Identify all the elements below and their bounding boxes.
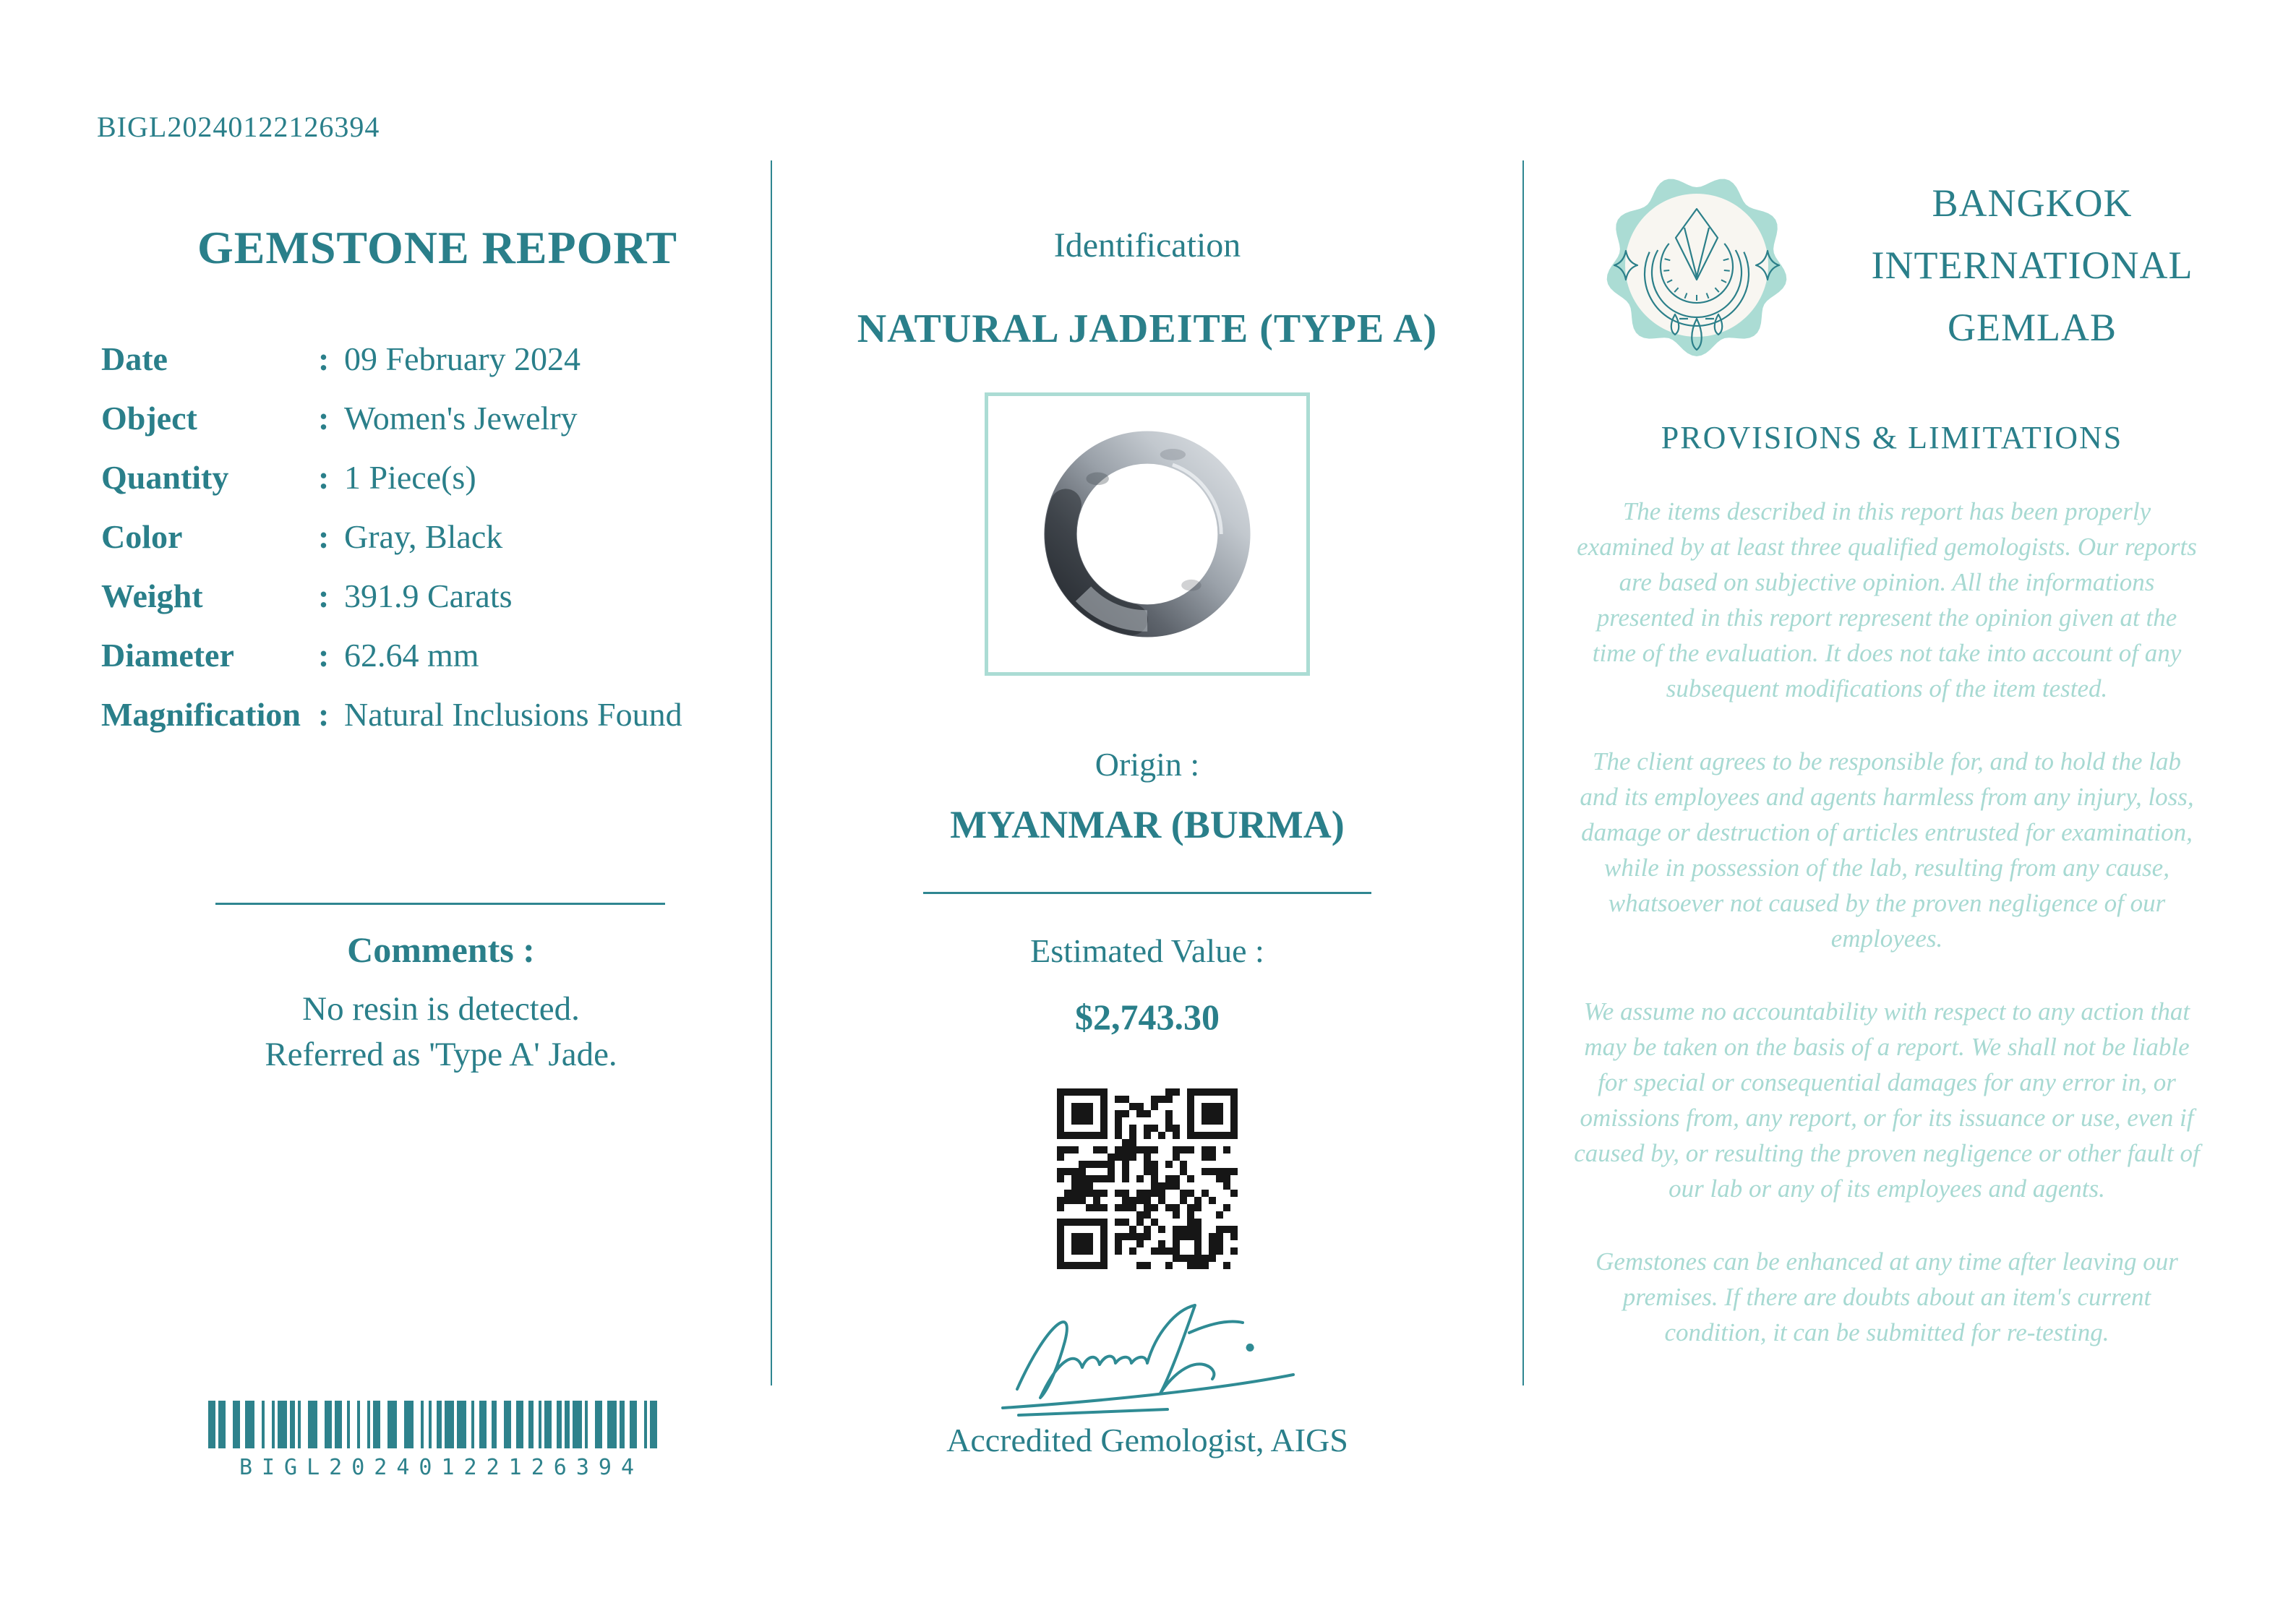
identification-section bbox=[771, 0, 1523, 1459]
field-value: Natural Inclusions Found bbox=[344, 696, 682, 733]
origin-label: Origin : bbox=[1095, 746, 1200, 783]
signature-strokes bbox=[974, 1281, 1321, 1418]
jade-bangle-image bbox=[1003, 408, 1292, 661]
field-row-date bbox=[101, 340, 752, 399]
comment-line: No resin is detected. bbox=[302, 990, 580, 1028]
gemlab-logo-icon bbox=[1604, 173, 1789, 358]
field-label: Weight bbox=[101, 577, 203, 614]
field-value: 62.64 mm bbox=[344, 637, 479, 674]
qr-code bbox=[1057, 1088, 1238, 1269]
lab-name-line: GEMLAB bbox=[1948, 306, 2117, 349]
comment-line: Referred as 'Type A' Jade. bbox=[265, 1036, 617, 1073]
lab-header bbox=[1523, 172, 2296, 358]
qr-code-image bbox=[1057, 1088, 1238, 1269]
field-label: Date bbox=[101, 340, 168, 377]
provisions-text bbox=[1572, 494, 2201, 1350]
barcode bbox=[208, 1401, 665, 1480]
provision-paragraph: The items described in this report has been properly examined by at least three qualified gemologists. Our reports are based on subjective opinion. All the informations presented in this report represent the opinion given at the time of the evaluation. It does not take into account of any subsequent modifications of the item tested. bbox=[1577, 497, 2197, 703]
field-row-object bbox=[101, 399, 752, 458]
field-label: Quantity bbox=[101, 459, 229, 496]
provision-paragraph: We assume no accountability with respect to any action that may be taken on the basis of a report. We shall not be liable for special or consequential damages for any error in, or omissions from, any report, or for its issuance or use, even if caused by, or resulting the proven negligence or other fault of our lab or any of its employees and agents. bbox=[1574, 997, 2200, 1203]
comments-title: Comments : bbox=[347, 929, 535, 970]
barcode-text: BIGL20240122126394 bbox=[239, 1455, 644, 1480]
field-value: 1 Piece(s) bbox=[344, 459, 476, 496]
field-colon: : bbox=[318, 637, 330, 674]
field-label: Diameter bbox=[101, 637, 234, 674]
field-colon: : bbox=[318, 400, 330, 437]
barcode-bars bbox=[208, 1401, 665, 1448]
field-row-color bbox=[101, 517, 752, 577]
field-label: Object bbox=[101, 400, 197, 437]
identification-title: Identification bbox=[1053, 226, 1241, 265]
provisions-title: PROVISIONS & LIMITATIONS bbox=[1661, 420, 2123, 455]
field-label: Magnification bbox=[101, 696, 301, 733]
identification-result: NATURAL JADEITE (TYPE A) bbox=[857, 306, 1438, 351]
report-title: GEMSTONE REPORT bbox=[197, 222, 678, 273]
lab-name-line: BANGKOK bbox=[1932, 181, 2133, 225]
field-row-diameter bbox=[101, 636, 752, 695]
field-value: 09 February 2024 bbox=[344, 340, 581, 377]
field-label: Color bbox=[101, 518, 183, 555]
lab-name bbox=[1815, 172, 2249, 358]
gemologist-credential: Accredited Gemologist, AIGS bbox=[946, 1422, 1348, 1458]
field-row-quantity bbox=[101, 458, 752, 517]
jade-bangle-photo bbox=[985, 392, 1310, 676]
report-fields bbox=[101, 340, 752, 755]
field-colon: : bbox=[318, 577, 330, 614]
field-colon: : bbox=[318, 459, 330, 496]
field-colon: : bbox=[318, 518, 330, 555]
field-colon: : bbox=[318, 340, 330, 377]
value-divider bbox=[923, 892, 1371, 894]
field-value: Women's Jewelry bbox=[344, 400, 578, 437]
report-number: BIGL20240122126394 bbox=[97, 111, 380, 143]
provision-paragraph: Gemstones can be enhanced at any time after leaving our premises. If there are doubts about an item's current condition, it can be submitted for re-testing. bbox=[1595, 1247, 2178, 1346]
field-row-magnification bbox=[101, 695, 752, 755]
comments-divider bbox=[215, 903, 665, 905]
origin-value: MYANMAR (BURMA) bbox=[950, 803, 1345, 846]
estimated-value: $2,743.30 bbox=[1075, 997, 1220, 1037]
field-value: 391.9 Carats bbox=[344, 577, 513, 614]
gemologist-signature bbox=[974, 1281, 1321, 1418]
comments-section bbox=[101, 929, 781, 1078]
provision-paragraph: The client agrees to be responsible for, and to hold the lab and its employees and agents harmless from any injury, loss, damage or destruction of articles entrusted for examination, while in possession of the lab, resulting from any cause, whatsoever not caused by the proven negligence of our employees. bbox=[1580, 747, 2194, 953]
lab-section bbox=[1523, 0, 2296, 1388]
field-value: Gray, Black bbox=[344, 518, 503, 555]
field-row-weight bbox=[101, 577, 752, 636]
lab-name-line: INTERNATIONAL bbox=[1871, 244, 2193, 287]
estimated-value-label: Estimated Value : bbox=[1030, 932, 1264, 969]
field-colon: : bbox=[318, 696, 330, 733]
